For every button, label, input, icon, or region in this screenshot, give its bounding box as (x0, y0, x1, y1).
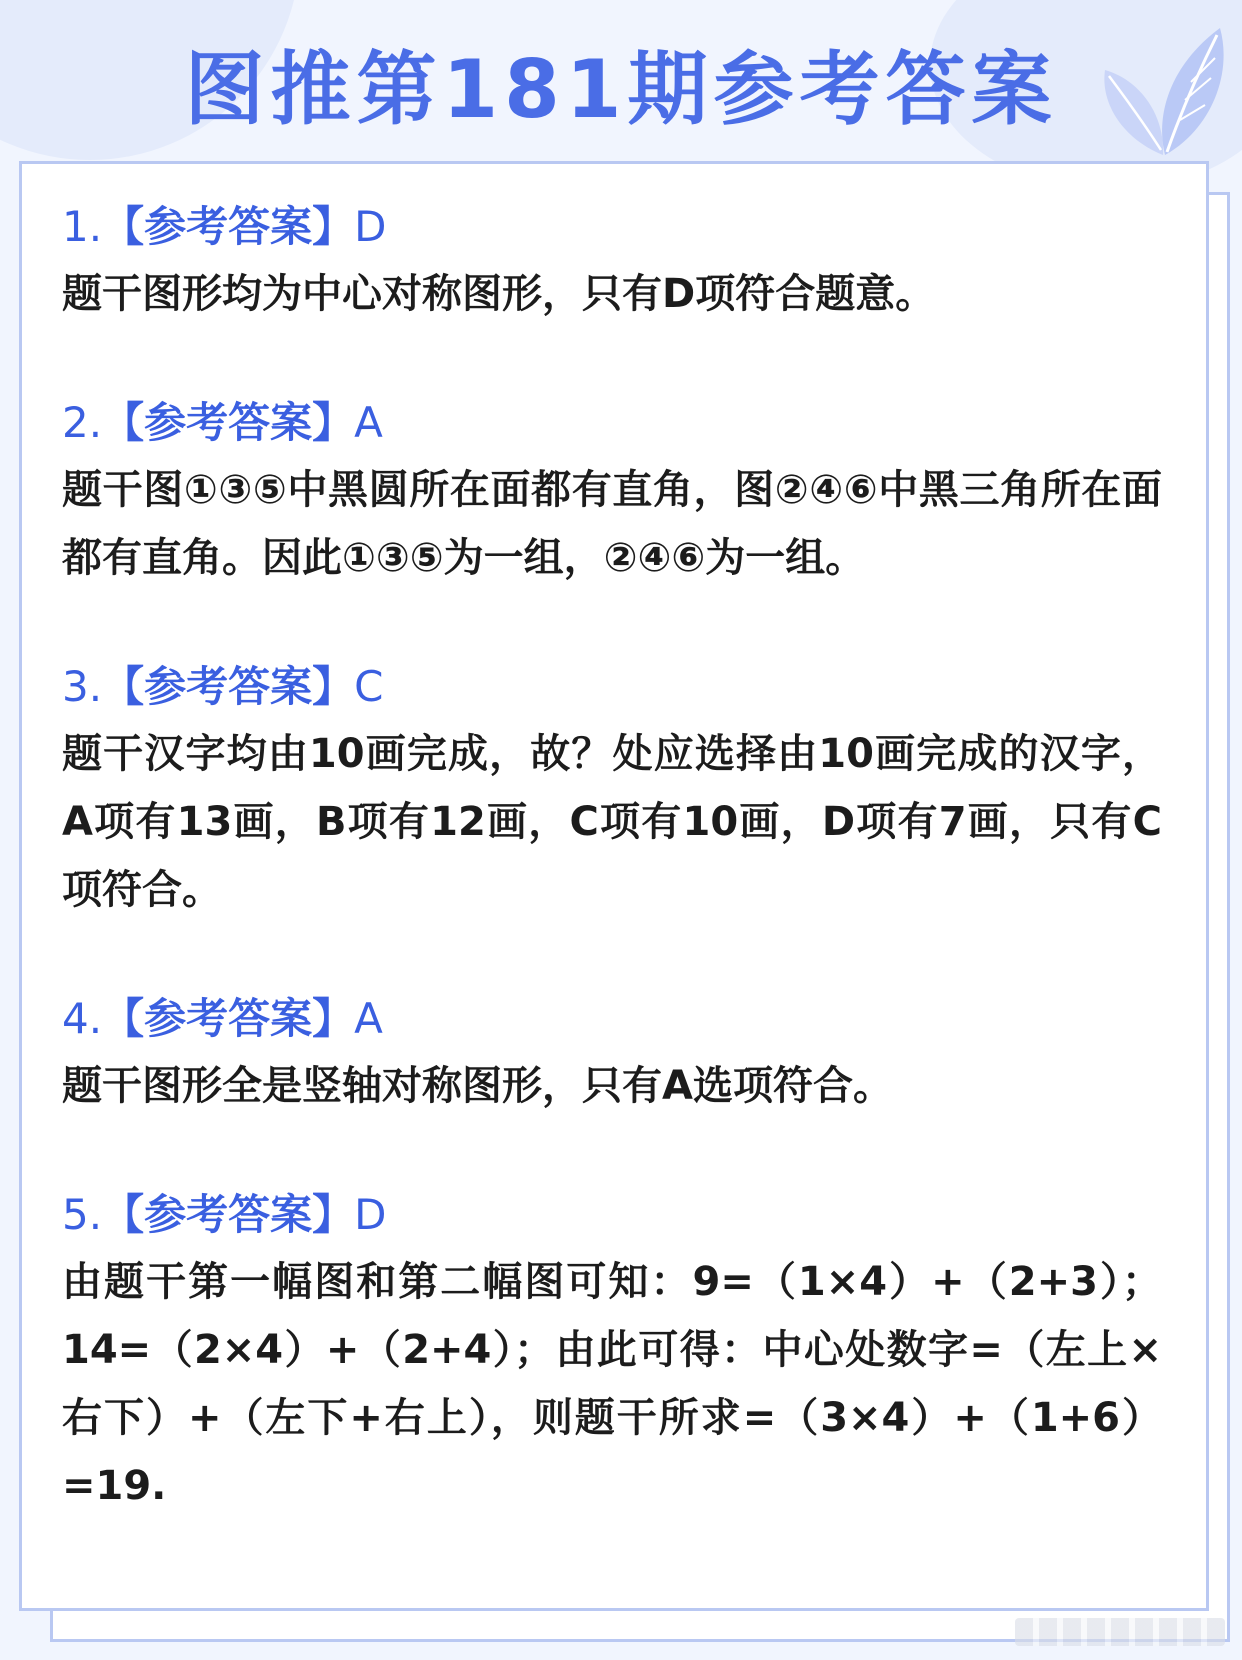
answer-heading (62, 390, 1162, 456)
answer-heading (62, 1182, 1162, 1248)
answer-item-2 (62, 390, 1162, 592)
leaf-decoration-icon (1085, 20, 1230, 160)
answer-item-5 (62, 1182, 1162, 1520)
answer-number: 2. (62, 398, 103, 447)
answer-explanation: 题干图形全是竖轴对称图形，只有A选项符合。 (62, 1063, 893, 1109)
answer-item-4 (62, 986, 1162, 1120)
answer-heading (62, 194, 1162, 260)
answer-choice: D (354, 1190, 387, 1239)
page-title: 图推第181期参考答案 (184, 43, 1058, 136)
answer-choice: D (354, 202, 387, 251)
answer-heading (62, 654, 1162, 720)
answer-explanation: 由题干第一幅图和第二幅图可知：9=（1×4）+（2+3）；14=（2×4）+（2+4）；由此可得：中心处数字=（左上×右下）+（左下+右上），则题干所求=（3×4）+（1+6）=19. (62, 1259, 1162, 1509)
answer-heading (62, 986, 1162, 1052)
answer-label: 【参考答案】 (102, 202, 355, 251)
answer-label: 【参考答案】 (102, 398, 355, 447)
answer-item-1 (62, 194, 1162, 328)
answer-number: 1. (62, 202, 103, 251)
answer-number: 5. (62, 1190, 103, 1239)
answer-explanation: 题干图①③⑤中黑圆所在面都有直角，图②④⑥中黑三角所在面都有直角。因此①③⑤为一组，②④⑥为一组。 (62, 467, 1162, 581)
answer-label: 【参考答案】 (102, 1190, 355, 1239)
answer-item-3 (62, 654, 1162, 924)
answer-number: 4. (62, 994, 103, 1043)
answer-label: 【参考答案】 (102, 994, 355, 1043)
answer-explanation: 题干图形均为中心对称图形，只有D项符合题意。 (62, 271, 936, 317)
answer-choice: A (354, 994, 383, 1043)
answer-number: 3. (62, 662, 103, 711)
answer-label: 【参考答案】 (102, 662, 355, 711)
answer-choice: A (354, 398, 383, 447)
answer-explanation: 题干汉字均由10画完成，故？处应选择由10画完成的汉字，A项有13画，B项有12画，C项有10画，D项有7画，只有C项符合。 (62, 731, 1162, 913)
answer-choice: C (354, 662, 384, 711)
watermark-strip (1015, 1618, 1225, 1646)
answer-list (62, 194, 1162, 1582)
